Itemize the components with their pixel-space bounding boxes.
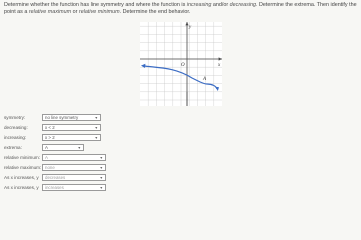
- instr-em: increasing: [186, 2, 212, 8]
- decreasing-row: [4, 123, 101, 132]
- field-label: relative maximum:: [4, 165, 42, 170]
- instr-part: Determine whether the function has line symmetry and where the function is: [4, 2, 187, 8]
- increasing-row: [4, 133, 101, 142]
- relative-minimum-row: [4, 153, 106, 162]
- function-graph: [140, 22, 222, 106]
- dropdown-value: A: [45, 155, 48, 160]
- origin-label: O: [181, 63, 185, 68]
- chevron-down-icon: ▼: [77, 145, 81, 150]
- chevron-down-icon: ▼: [94, 125, 98, 130]
- dropdown-value: increases: [45, 185, 64, 190]
- relative-maximum-dropdown[interactable]: [42, 164, 106, 172]
- graph-svg: [140, 22, 222, 106]
- decreasing-dropdown[interactable]: [42, 124, 101, 132]
- field-label: symmetry:: [4, 115, 26, 120]
- field-label: As x increases, y: [4, 185, 39, 190]
- extrema-dropdown[interactable]: [42, 144, 84, 152]
- dropdown-value: x < 2: [45, 125, 55, 130]
- instr-part: . Determine the end behavior.: [119, 9, 191, 16]
- end-behavior-right-row: [4, 183, 106, 192]
- end-behavior-left-dropdown[interactable]: [42, 174, 106, 182]
- instr-em: relative maximum: [28, 9, 72, 16]
- dropdown-value: no line symmetry: [45, 115, 79, 120]
- end-behavior-right-dropdown[interactable]: [42, 184, 106, 192]
- instr-em: relative minimum: [78, 9, 120, 16]
- field-label: As x increases, y: [4, 175, 39, 180]
- chevron-down-icon: ▼: [99, 175, 103, 180]
- field-label: decreasing:: [4, 125, 28, 130]
- chevron-down-icon: ▼: [94, 135, 98, 140]
- dropdown-value: none: [45, 165, 55, 170]
- y-axis-label: y: [189, 25, 192, 30]
- instr-part: . Determine the extrema. Then identify the point as a: [4, 2, 357, 16]
- field-label: extrema:: [4, 145, 22, 150]
- extrema-row: [4, 143, 84, 152]
- symmetry-row: [4, 113, 101, 122]
- relative-maximum-row: [4, 163, 106, 172]
- field-label: increasing:: [4, 135, 27, 140]
- instr-part: and/or: [211, 2, 230, 8]
- chevron-down-icon: ▼: [99, 155, 103, 160]
- end-behavior-left-row: [4, 173, 106, 182]
- instr-part: or: [71, 9, 79, 16]
- x-axis-label: x: [218, 63, 221, 68]
- relative-minimum-dropdown[interactable]: [42, 154, 106, 162]
- increasing-dropdown[interactable]: [42, 134, 101, 142]
- instr-em: decreasing: [229, 2, 257, 8]
- dropdown-value: x > 2: [45, 135, 55, 140]
- symmetry-dropdown[interactable]: [42, 114, 101, 122]
- chevron-down-icon: ▼: [99, 185, 103, 190]
- chevron-down-icon: ▼: [99, 165, 103, 170]
- dropdown-value: decreases: [45, 175, 66, 180]
- field-label: relative minimum:: [4, 155, 40, 160]
- chevron-down-icon: ▼: [94, 115, 98, 120]
- point-a-label: A: [203, 77, 207, 82]
- dropdown-value: A: [45, 145, 48, 150]
- instructions-text: [4, 2, 359, 16]
